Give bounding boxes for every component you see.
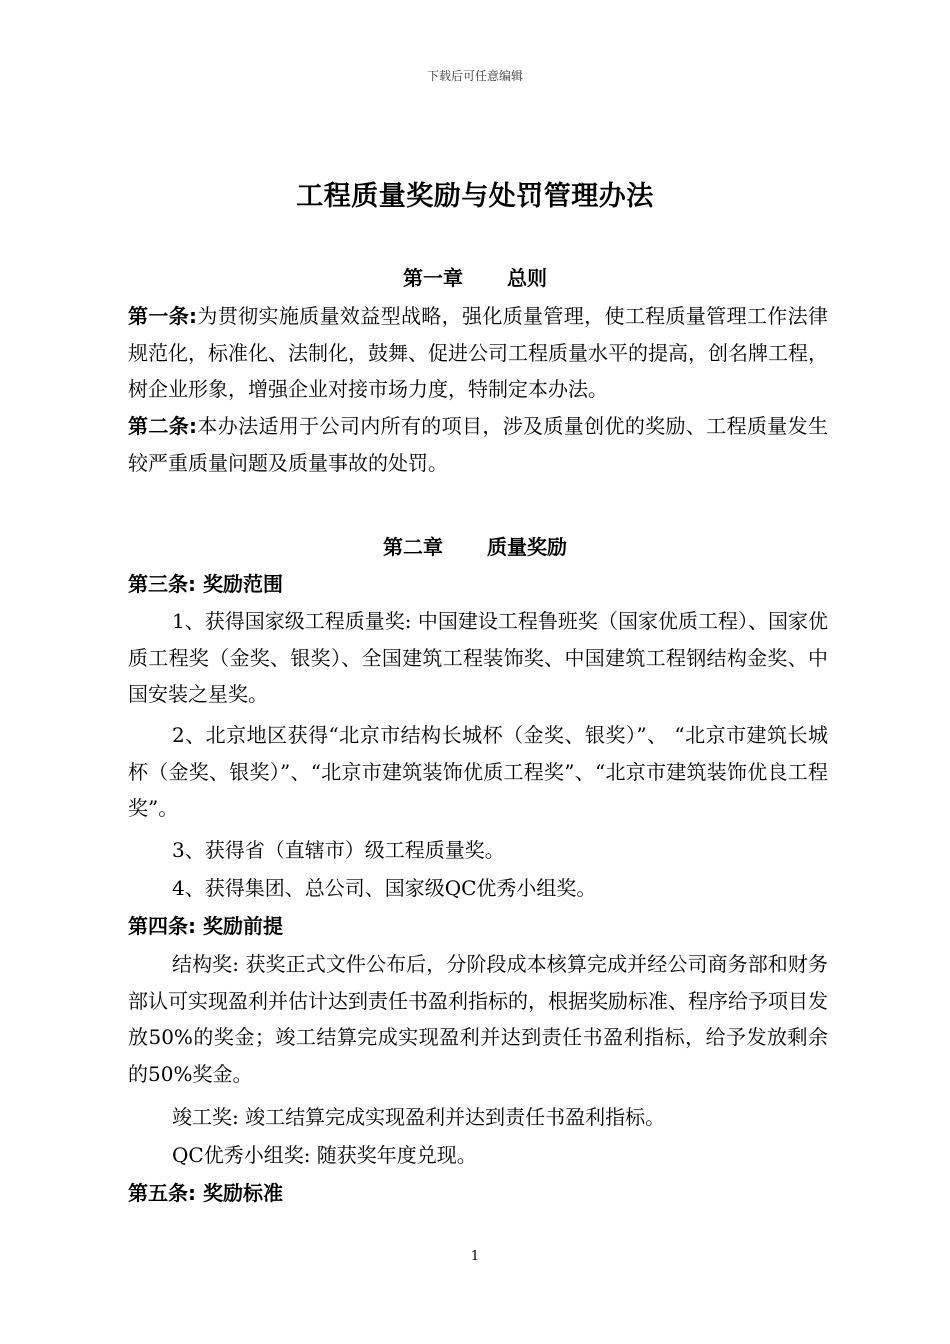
article-label: 第二条: xyxy=(128,414,198,438)
list-item: 3、获得省（直辖市）级工程质量奖。 xyxy=(172,838,505,862)
list-item: 2、北京地区获得“北京市结构长城杯（金奖、银奖）”、 “北京市建筑长城杯（金奖、银奖）”、“北京市建筑装饰优质工程奖”、“北京市建筑装饰优良工程奖”。 xyxy=(128,723,828,820)
article-4-heading: 第四条: 奖励前提 xyxy=(128,914,283,938)
chapter-1-heading xyxy=(0,262,950,291)
list-item: 4、获得集团、总公司、国家级QC优秀小组奖。 xyxy=(172,876,597,900)
chapter-number: 第二章 xyxy=(383,535,443,559)
article-5-heading: 第五条: 奖励标准 xyxy=(128,1181,283,1205)
page-number: 1 xyxy=(470,1249,480,1264)
article-text: 为贯彻实施质量效益型战略，强化质量管理，使工程质量管理工作法律规范化，标准化、法制化，鼓舞、促进公司工程质量水平的提高，创名牌工程，树企业形象，增强企业对接市场力度，特制定本办法。 xyxy=(128,304,829,401)
list-item: 结构奖: 获奖正式文件公布后，分阶段成本核算完成并经公司商务部和财务部认可实现盈利并估计达到责任书盈利指标的，根据奖励标准、程序给予项目发放50%的奖金；竣工结算完成实现盈利并达到责任书盈利指标，给予发放剩余的50%奖金。 xyxy=(128,952,828,1086)
list-item: QC优秀小组奖: 随获奖年度兑现。 xyxy=(172,1143,477,1167)
chapter-name: 质量奖励 xyxy=(487,535,567,559)
chapter-name: 总则 xyxy=(507,266,547,290)
article-2 xyxy=(128,408,828,481)
article-label: 第一条: xyxy=(128,304,198,328)
list-item: 竣工奖: 竣工结算完成实现盈利并达到责任书盈利指标。 xyxy=(172,1105,666,1129)
chapter-number: 第一章 xyxy=(403,266,463,290)
article-3-heading: 第三条: 奖励范围 xyxy=(128,572,283,596)
chapter-2-heading xyxy=(0,531,950,560)
article-text: 本办法适用于公司内所有的项目，涉及质量创优的奖励、工程质量发生较严重质量问题及质量事故的处罚。 xyxy=(128,414,829,475)
header-note: 下载后可任意编辑 xyxy=(426,69,523,83)
article-1 xyxy=(128,298,828,408)
document-title: 工程质量奖励与处罚管理办法 xyxy=(296,181,654,212)
list-item: 1、获得国家级工程质量奖: 中国建设工程鲁班奖（国家优质工程）、国家优质工程奖（金奖、银奖）、全国建筑工程装饰奖、中国建筑工程钢结构金奖、中国安装之星奖。 xyxy=(128,609,828,706)
